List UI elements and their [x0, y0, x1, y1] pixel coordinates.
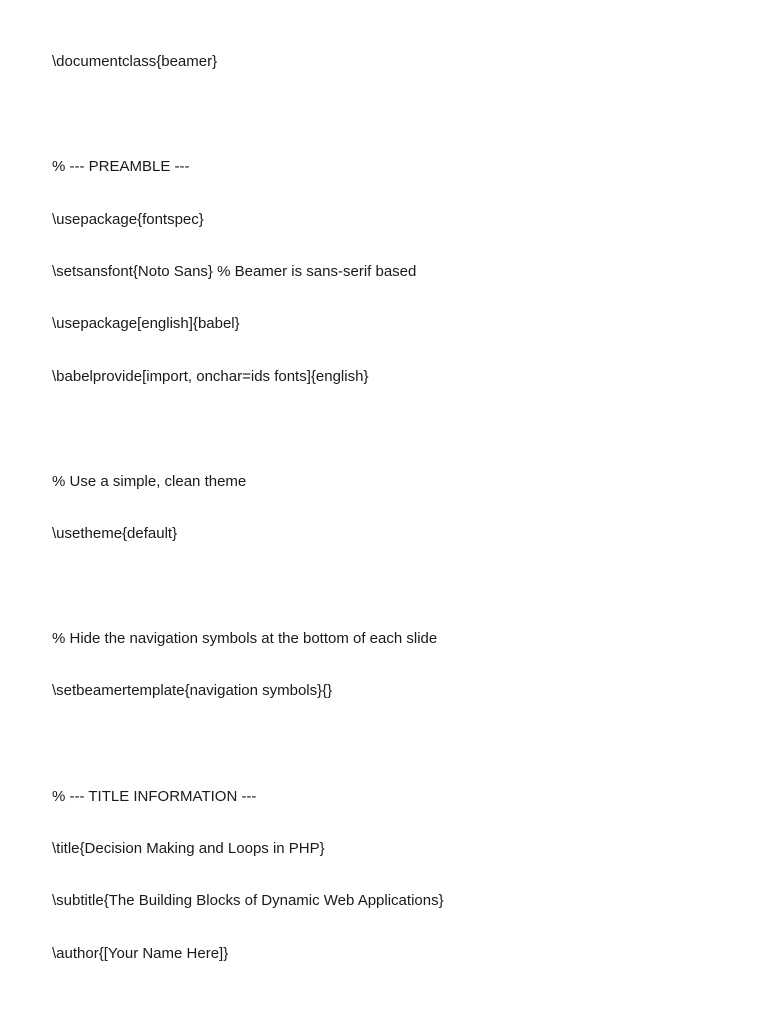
comment-line-theme: % Use a simple, clean theme [52, 473, 247, 490]
code-line-documentclass: \documentclass{beamer} [52, 53, 218, 70]
comment-line-preamble: % --- PREAMBLE --- [52, 158, 190, 175]
code-line-subtitle: \subtitle{The Building Blocks of Dynamic Web Applications} [52, 892, 444, 909]
comment-line-title-information: % --- TITLE INFORMATION --- [52, 788, 257, 805]
code-line-usepackage-babel: \usepackage[english]{babel} [52, 315, 240, 332]
comment-line-navigation: % Hide the navigation symbols at the bottom of each slide [52, 630, 438, 647]
code-line-usetheme: \usetheme{default} [52, 525, 178, 542]
code-line-usepackage-fontspec: \usepackage{fontspec} [52, 211, 204, 228]
code-line-setbeamertemplate: \setbeamertemplate{navigation symbols}{} [52, 682, 333, 699]
code-line-babelprovide: \babelprovide[import, onchar=ids fonts]{english} [52, 368, 369, 385]
code-line-title: \title{Decision Making and Loops in PHP} [52, 840, 325, 857]
code-line-setsansfont: \setsansfont{Noto Sans} % Beamer is sans-serif based [52, 263, 417, 280]
code-line-author: \author{[Your Name Here]} [52, 945, 229, 962]
